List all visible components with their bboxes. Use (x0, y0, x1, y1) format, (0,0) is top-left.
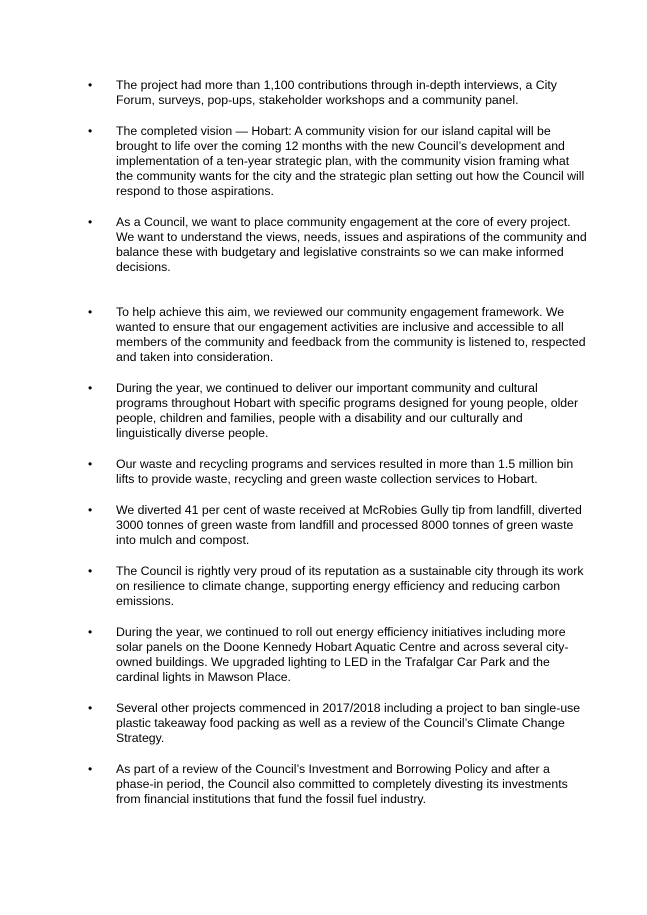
list-item-text: To help achieve this aim, we reviewed our community engagement framework. We wanted to ensure that our engagement activities are inclusive and accessible to all members of the community and feedback from the community is listened to, respected and taken into consideration. (116, 305, 586, 364)
list-item (88, 503, 588, 548)
list-item (88, 457, 588, 487)
bullet-marker: • (88, 78, 93, 92)
bullet-marker: • (88, 215, 93, 229)
list-item-text: Our waste and recycling programs and services resulted in more than 1.5 million bin lifts to provide waste, recycling and green waste collection services to Hobart. (116, 457, 574, 486)
list-item-text: During the year, we continued to roll out energy efficiency initiatives including more solar panels on the Doone Kennedy Hobart Aquatic Centre and across several city-owned buildings. We upgraded lighting to LED in the Trafalgar Car Park and the cardinal lights in Mawson Place. (116, 625, 569, 684)
list-item-text: During the year, we continued to deliver our important community and cultural programs throughout Hobart with specific programs designed for young people, older people, children and families, people with a disability and our culturally and linguistically diverse people. (116, 381, 579, 440)
list-item (88, 564, 588, 609)
bullet-marker: • (88, 381, 93, 395)
bullet-marker: • (88, 124, 93, 138)
list-item-text: Several other projects commenced in 2017/2018 including a project to ban single-use plastic takeaway food packing as well as a review of the Council’s Climate Change Strategy. (116, 701, 581, 745)
bullet-list (88, 78, 588, 823)
list-item (88, 701, 588, 746)
bullet-marker: • (88, 762, 93, 776)
bullet-marker: • (88, 701, 93, 715)
bullet-marker: • (88, 503, 93, 517)
list-item (88, 305, 588, 365)
list-item (88, 762, 588, 807)
bullet-marker: • (88, 625, 93, 639)
bullet-marker: • (88, 564, 93, 578)
list-item-text: As a Council, we want to place community engagement at the core of every project. We want to understand the views, needs, issues and aspirations of the community and balance these with budgetary and legislative constraints so we can make informed decisions. (116, 215, 587, 274)
list-item-text: The completed vision — Hobart: A community vision for our island capital will be brought to life over the coming 12 months with the new Council’s development and implementation of a ten-year strategic plan, with the community vision framing what the community wants for the city and the strategic plan setting out how the Council will respond to those aspirations. (116, 124, 585, 198)
list-item (88, 381, 588, 441)
list-item-text: We diverted 41 per cent of waste received at McRobies Gully tip from landfill, diverted 3000 tonnes of green waste from landfill and processed 8000 tonnes of green waste into mulch and compost. (116, 503, 582, 547)
bullet-marker: • (88, 457, 93, 471)
list-item (88, 124, 588, 199)
list-item-text: As part of a review of the Council’s Investment and Borrowing Policy and after a phase-in period, the Council also committed to completely divesting its investments from financial institutions that fund the fossil fuel industry. (116, 762, 568, 806)
bullet-marker: • (88, 305, 93, 319)
list-item-text: The project had more than 1,100 contributions through in-depth interviews, a City Forum, surveys, pop-ups, stakeholder workshops and a community panel. (116, 78, 557, 107)
list-item (88, 78, 588, 108)
list-item (88, 625, 588, 685)
list-item-text: The Council is rightly very proud of its reputation as a sustainable city through its work on resilience to climate change, supporting energy efficiency and reducing carbon emissions. (116, 564, 584, 608)
list-item (88, 215, 588, 275)
